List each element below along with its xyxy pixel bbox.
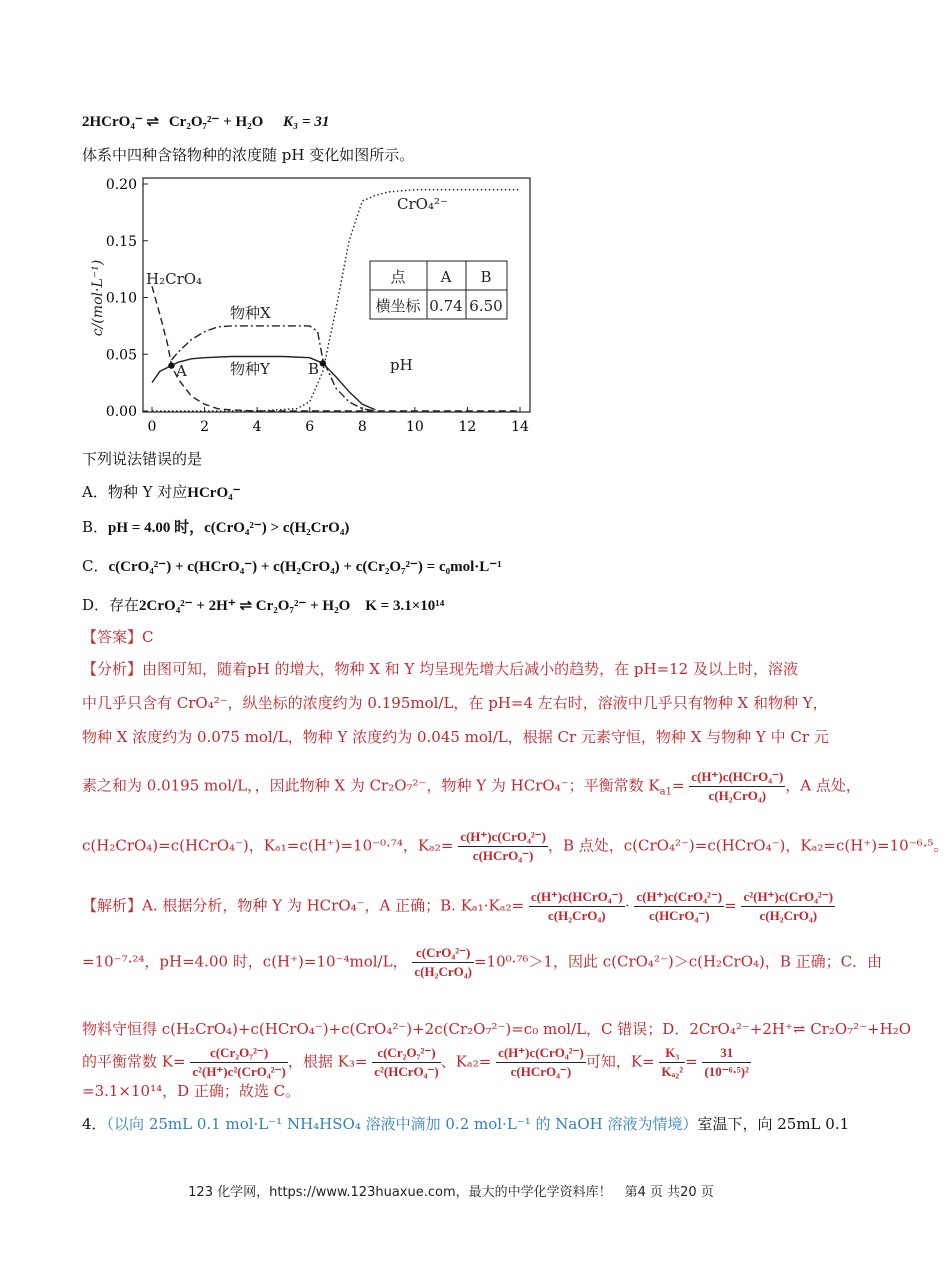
series-line-1 xyxy=(172,326,376,411)
explanation-line-5: =3.1×10¹⁴，D 正确；故选 C。 xyxy=(82,1082,301,1100)
y-tick-label: 0.20 xyxy=(105,177,137,193)
marker-point-b xyxy=(320,360,326,366)
explanation-line-1: 【解析】A. 根据分析，物种 Y 为 HCrO₄⁻，A 正确；B. Kₐ₁·Kₐ₂= $\frac{\text{c(H⁺)c(HCrO₄⁻)}}{\text{c(H₂CrO₄)}}$ · $\frac{\text{c(H⁺)c(CrO₄²⁻)}}{\text{c(HCrO₄⁻)}}$ = $\frac{\text{c²(H⁺)c(CrO₄²⁻)}}{\text{c(H₂CrO₄)}}$ xyxy=(82,889,834,923)
ka1-fraction-2: $\frac{\text{c(H⁺)c(HCrO₄⁻)}}{\text{c(H₂CrO₄)}}$ xyxy=(530,889,623,923)
series-label-x: 物种X xyxy=(230,304,271,322)
x-tick-label: 4 xyxy=(252,419,262,435)
table-header-a: A xyxy=(440,268,452,286)
ratio-fraction: $\frac{\text{c(CrO₄²⁻)}}{\text{c(H₂CrO₄)}}$ xyxy=(414,945,472,979)
x-tick-label: 10 xyxy=(405,419,424,435)
answer: 【答案】C xyxy=(82,628,154,646)
option-c[interactable]: C．c(CrO₄²⁻) + c(HCrO₄⁻) + c(H₂CrO₄) + c(Cr₂O₇²⁻) = c₀mol·L⁻¹ xyxy=(82,557,502,575)
x-tick-label: 12 xyxy=(458,419,477,435)
question-stem: 下列说法错误的是 xyxy=(82,450,203,468)
series-label-y: 物种Y xyxy=(230,360,270,378)
x-tick-label: 0 xyxy=(147,419,157,435)
table-value-a: 0.74 xyxy=(429,297,463,315)
explanation-line-4: 的平衡常数 K= $\frac{\text{c(Cr₂O₇²⁻)}}{\text{c²(H⁺)c²(CrO₄²⁻)}}$ ，根据 K₃= $\frac{\text{c(Cr₂O₇²⁻)}}{\text{c²(HCrO₄⁻)}}$ 、Kₐ₂= $\frac{\text{c(H⁺)c(CrO₄²⁻)}}{\text{c(HCrO₄⁻)}}$ 可知，K= $\frac{\text{K₃}}{\text{Kₐ₂²}}$ = $\frac{31}{\text{(10⁻⁶·⁵)²}}$ xyxy=(82,1045,749,1079)
analysis-line-2: 中几乎只含有 CrO₄²⁻，纵坐标的浓度约为 0.195mol/L，在 pH=4 左右时，溶液中几乎只有物种 X 和物种 Y， xyxy=(82,694,828,712)
k-fraction: $\frac{\text{c(Cr₂O₇²⁻)}}{\text{c²(H⁺)c²(CrO₄²⁻)}}$ xyxy=(192,1045,286,1079)
equilibrium-equation: 2HCrO₄⁻ ⇌ Cr₂O₇²⁻ + H₂O K₃ = 31 xyxy=(82,114,330,130)
ka1-fraction: $\frac{\text{c(H⁺)c(HCrO₄⁻)}}{\text{c(H₂CrO₄)}}$ xyxy=(691,769,784,803)
y-tick-label: 0.15 xyxy=(105,233,137,250)
x-tick-label: 6 xyxy=(305,419,315,435)
x-tick-label: 14 xyxy=(511,419,529,435)
y-tick-label: 0.10 xyxy=(105,290,137,307)
y-tick-label: 0.00 xyxy=(105,404,137,420)
explanation-line-3: 物料守恒得 c(H₂CrO₄)+c(HCrO₄⁻)+c(CrO₄²⁻)+2c(Cr₂O₇²⁻)=c₀ mol/L，C 错误；D．2CrO₄²⁻+2H⁺⇌ Cr₂O₇²⁻+H₂O xyxy=(82,1020,912,1038)
series-label-cro4: CrO₄²⁻ xyxy=(397,195,448,213)
analysis-line-4: 素之和为 0.0195 mol/L，，因此物种 X 为 Cr₂O₇²⁻，物种 Y 为 HCrO₄⁻；平衡常数 $K_{a1}=$ $\frac{\text{c(H⁺)c(HCrO₄⁻)}}{\text{c(H₂CrO₄)}}$ ，A 点处， xyxy=(82,769,861,803)
option-a[interactable]: A．物种 Y 对应HCrO₄⁻ xyxy=(82,483,241,501)
table-value-b: 6.50 xyxy=(469,297,503,315)
intro-text: 体系中四种含铬物种的浓度随 pH 变化如图所示。 xyxy=(82,146,415,164)
k3-fraction: $\frac{\text{c(Cr₂O₇²⁻)}}{\text{c²(HCrO₄⁻)}}$ xyxy=(374,1045,439,1079)
explanation-line-2: =10⁻⁷·²⁴，pH=4.00 时，c(H⁺)=10⁻⁴mol/L， $\frac{\text{c(CrO₄²⁻)}}{\text{c(H₂CrO₄)}}$ =10⁰·⁷⁶＞1，因此 c(CrO₄²⁻)＞c(H₂CrO₄)，B 正确；C．由 xyxy=(82,945,883,979)
ka2-fraction-2: $\frac{\text{c(H⁺)c(CrO₄²⁻)}}{\text{c(HCrO₄⁻)}}$ xyxy=(636,889,723,923)
x-tick-label: 8 xyxy=(357,419,367,435)
label-x-of-pH-axis: pH xyxy=(390,356,413,374)
marker-point-a xyxy=(168,362,174,368)
ka2-fraction: $\frac{\text{c(H⁺)c(CrO₄²⁻)}}{\text{c(HCrO₄⁻)}}$ xyxy=(460,829,546,863)
y-tick-label: 0.05 xyxy=(105,347,137,364)
ka2-fraction-3: $\frac{\text{c(H⁺)c(CrO₄²⁻)}}{\text{c(HCrO₄⁻)}}$ xyxy=(498,1045,584,1079)
kk-fraction: $\frac{\text{K₃}}{\text{Kₐ₂²}}$ xyxy=(661,1045,684,1079)
series-label-h2cro4: H₂CrO₄ xyxy=(146,270,203,288)
product-fraction: $\frac{\text{c²(H⁺)c(CrO₄²⁻)}}{\text{c(H₂CrO₄)}}$ xyxy=(743,889,834,923)
inset-table xyxy=(370,261,507,319)
concentration-ph-chart xyxy=(80,168,600,443)
page-footer: 123 化学网，https://www.123huaxue.com，最大的中学化学资料库！ 第4 页 共20 页 xyxy=(188,1185,714,1200)
point-label-b: B xyxy=(308,360,320,378)
table-header-b: B xyxy=(480,268,492,286)
question-4: 4．（以向 25mL 0.1 mol·L⁻¹ NH₄HSO₄ 溶液中滴加 0.2 mol·L⁻¹ 的 NaOH 溶液为情境）室温下，向 25mL 0.1 xyxy=(82,1115,850,1133)
value-fraction: $\frac{31}{\text{(10⁻⁶·⁵)²}}$ xyxy=(704,1045,749,1079)
analysis-line-1: 【分析】由图可知，随着pH 的增大，物种 X 和 Y 均呈现先增大后减小的趋势，在 pH=12 及以上时，溶液 xyxy=(82,660,798,678)
x-tick-label: 2 xyxy=(200,419,210,435)
table-row-label: 横坐标 xyxy=(375,297,421,315)
option-d[interactable]: D．存在2CrO₄²⁻ + 2H⁺ ⇌ Cr₂O₇²⁻ + H₂O K = 3.1×10¹⁴ xyxy=(82,596,445,614)
option-b[interactable]: B．pH = 4.00 时，c(CrO₄²⁻) > c(H₂CrO₄) xyxy=(82,518,350,536)
table-header-point: 点 xyxy=(390,268,406,286)
analysis-line-3: 物种 X 浓度约为 0.075 mol/L，物种 Y 浓度约为 0.045 mol/L，根据 Cr 元素守恒，物种 X 与物种 Y 中 Cr 元 xyxy=(82,728,829,746)
y-axis-label: c/(mol·L⁻¹) xyxy=(90,259,106,337)
analysis-line-5: c(H₂CrO₄)=c(HCrO₄⁻)，Kₐ₁=c(H⁺)=10⁻⁰·⁷⁴，Kₐ₂= $\frac{\text{c(H⁺)c(CrO₄²⁻)}}{\text{c(HCrO₄⁻)}}$ ，B 点处，c(CrO₄²⁻)=c(HCrO₄⁻)，Kₐ₂=c(H⁺)=10⁻⁶·⁵。 xyxy=(82,829,948,863)
point-label-a: A xyxy=(176,362,187,380)
